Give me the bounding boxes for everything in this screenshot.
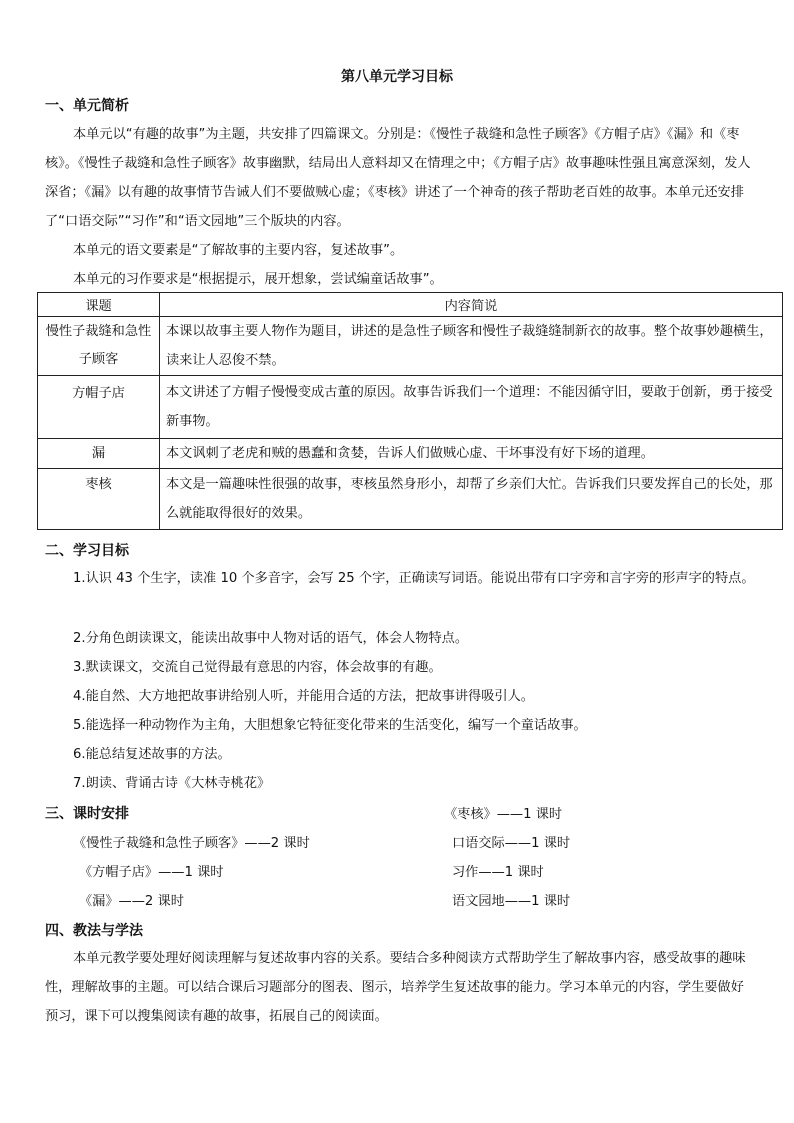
analysis-paragraph (45, 120, 757, 236)
lesson-title: 漏 (38, 439, 160, 469)
methods-text: 本单元教学要处理好阅读理解与复述故事内容的关系。要结合多种阅读方式帮助学生了解故事内容，感受故事的趣味性，理解故事的主题。可以结合课后习题部分的图表、图示，培养学生复述故事的能力。学习本单元的内容，学生要做好预习，课下可以搜集阅读有趣的故事，拓展自己的阅读面。 (45, 951, 746, 1024)
column-header-title: 课题 (38, 293, 160, 317)
lesson-summary: 本文讲述了方帽子慢慢变成古董的原因。故事告诉我们一个道理：不能因循守旧，要敢于创新，勇于接受新事物。 (160, 376, 783, 439)
lesson-summary: 本文是一篇趣味性很强的故事，枣核虽然身形小，却帮了乡亲们大忙。告诉我们只要发挥自己的长处，那么就能取得很好的效果。 (160, 469, 783, 530)
goal-item: 2.分角色朗读课文，能读出故事中人物对话的语气，体会人物特点。 (73, 631, 469, 646)
goal-item (45, 564, 757, 593)
writing-paragraph (45, 265, 757, 294)
goal-item: 6.能总结复述故事的方法。 (73, 747, 231, 762)
table-row (38, 317, 783, 376)
methods-paragraph (45, 944, 757, 1031)
table-row (38, 469, 783, 530)
section-heading-schedule: 三、课时安排 (45, 806, 129, 822)
lesson-summary: 本课以故事主要人物作为题目，讲述的是急性子顾客和慢性子裁缝缝制新衣的故事。整个故事妙趣横生，读来让人忍俊不禁。 (160, 317, 783, 376)
lessons-table (37, 292, 783, 530)
lesson-title: 枣核 (38, 469, 160, 530)
schedule-item: 语文园地——1 课时 (452, 894, 571, 909)
column-header-summary: 内容简说 (160, 293, 783, 317)
lesson-title: 慢性子裁缝和急性子顾客 (38, 317, 160, 376)
schedule-item: 《枣核》——1 课时 (444, 807, 563, 822)
goal-item: 4.能自然、大方地把故事讲给别人听，并能用合适的方法，把故事讲得吸引人。 (73, 689, 534, 704)
schedule-item: 《漏》——2 课时 (79, 894, 184, 909)
section-heading-analysis: 一、单元简析 (45, 98, 129, 114)
writing-text: 本单元的习作要求是“根据提示，展开想象，尝试编童话故事”。 (73, 272, 443, 287)
goal-item: 5.能选择一种动物作为主角，大胆想象它特征变化带来的生活变化，编写一个童话故事。 (73, 718, 587, 733)
goal-item: 7.朗读、背诵古诗《大林寺桃花》 (73, 776, 271, 791)
schedule-item: 习作——1 课时 (452, 865, 544, 880)
page-title: 第八单元学习目标 (341, 69, 453, 85)
lesson-title: 方帽子店 (38, 376, 160, 439)
analysis-text: 本单元以“有趣的故事”为主题，共安排了四篇课文。分别是：《慢性子裁缝和急性子顾客》《方帽子店》《漏》和《枣核》。《慢性子裁缝和急性子顾客》故事幽默，结局出人意料却又在情理之中；《方帽子店》故事趣味性强且寓意深刻，发人深省；《漏》以有趣的故事情节告诫人们不要做贼心虚；《枣核》讲述了一个神奇的孩子帮助老百姓的故事。本单元还安排了“口语交际”“习作”和“语文园地”三个版块的内容。 (45, 127, 751, 229)
schedule-item: 《方帽子店》——1 课时 (79, 865, 224, 880)
elements-paragraph (45, 236, 757, 265)
section-heading-goals: 二、学习目标 (45, 543, 129, 559)
table-header-row (38, 293, 783, 317)
schedule-item: 口语交际——1 课时 (452, 836, 571, 851)
schedule-item: 《慢性子裁缝和急性子顾客》——2 课时 (73, 836, 310, 851)
elements-text: 本单元的语文要素是“了解故事的主要内容，复述故事”。 (73, 243, 404, 258)
lesson-summary: 本文讽刺了老虎和贼的愚蠢和贪婪，告诉人们做贼心虚、干坏事没有好下场的道理。 (160, 439, 783, 469)
section-heading-methods: 四、教法与学法 (45, 923, 143, 939)
table-row (38, 439, 783, 469)
goal-text: 1.认识 43 个生字，读准 10 个多音字，会写 25 个字，正确读写词语。能说出带有口字旁和言字旁的形声字的特点。 (73, 571, 755, 586)
table-row (38, 376, 783, 439)
goal-item: 3.默读课文，交流自己觉得最有意思的内容，体会故事的有趣。 (73, 660, 442, 675)
